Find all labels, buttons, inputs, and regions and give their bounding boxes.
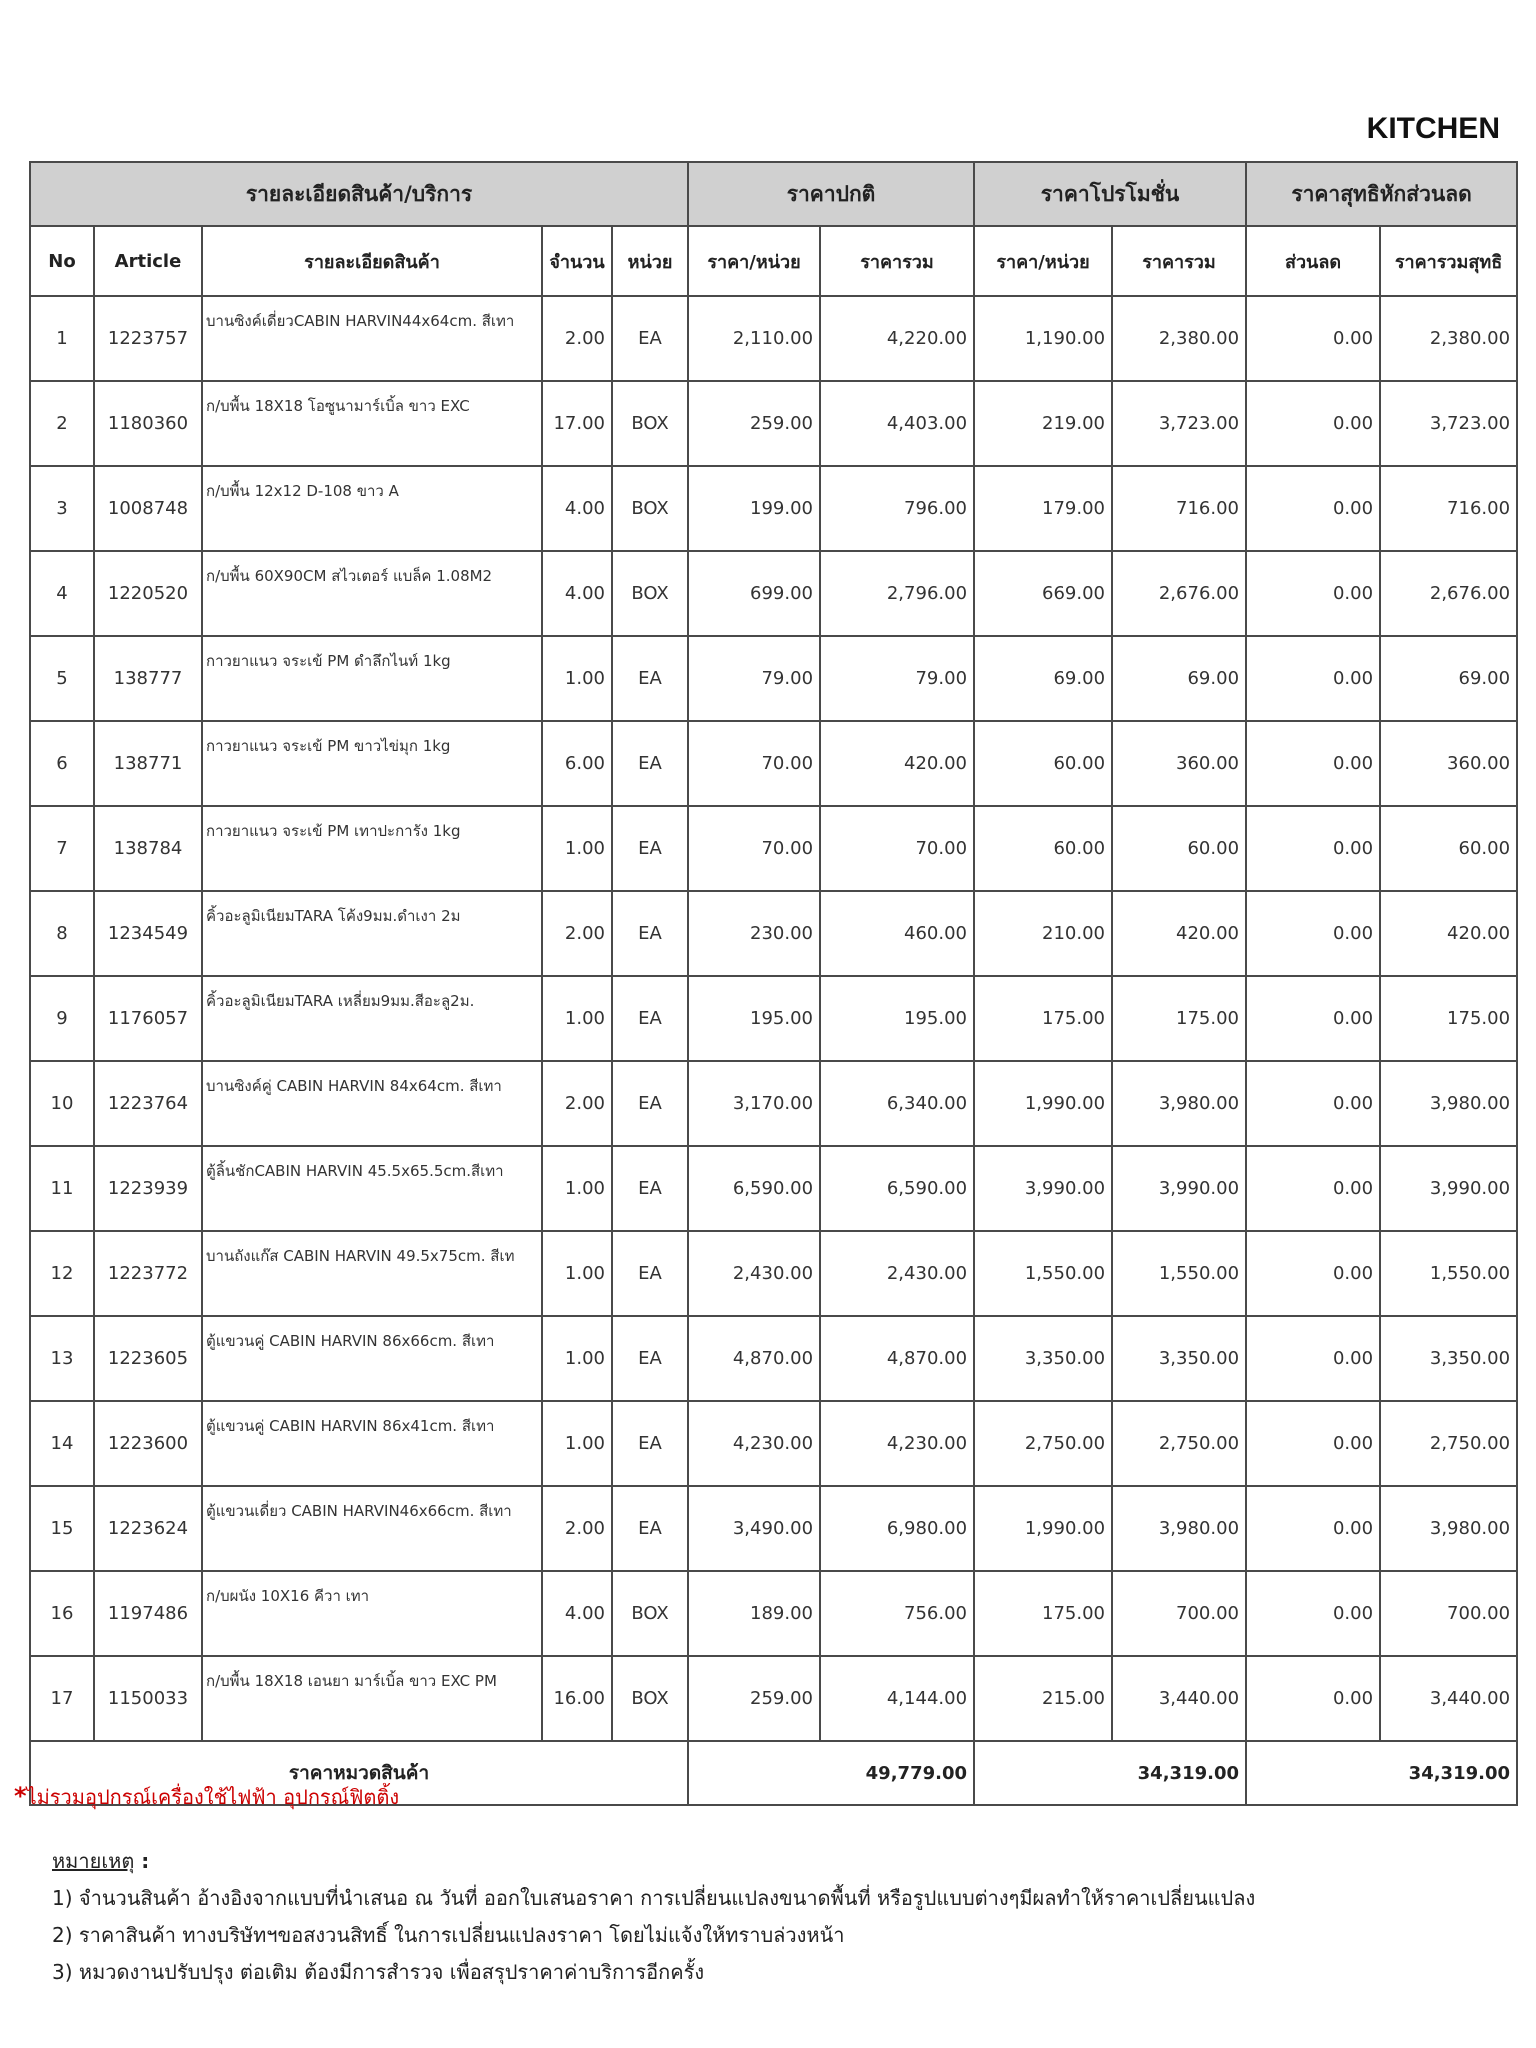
promo-total-price: 60.00 (1112, 806, 1246, 891)
item-description: บานซิงค์คู่ CABIN HARVIN 84x64cm. สีเทา (202, 1061, 542, 1146)
table-row (30, 381, 1517, 466)
notes-heading: หมายเหตุ (52, 1849, 135, 1873)
article-code: 1223772 (94, 1231, 202, 1316)
item-description: ก/บผนัง 10X16 คีวา เทา (202, 1571, 542, 1656)
group-header-promo-price: ราคาโปรโมชั่น (974, 162, 1246, 226)
unit: EA (612, 1486, 688, 1571)
page-title: KITCHEN (1366, 112, 1500, 145)
discount: 0.00 (1246, 891, 1380, 976)
footnote (14, 1781, 399, 1813)
discount: 0.00 (1246, 976, 1380, 1061)
quantity: 2.00 (542, 1486, 612, 1571)
row-number: 3 (30, 466, 94, 551)
net-total-price: 3,350.00 (1380, 1316, 1517, 1401)
net-total-price: 60.00 (1380, 806, 1517, 891)
row-number: 9 (30, 976, 94, 1061)
promo-unit-price: 669.00 (974, 551, 1112, 636)
item-table-body (30, 296, 1517, 1741)
quantity: 1.00 (542, 1231, 612, 1316)
promo-unit-price: 215.00 (974, 1656, 1112, 1741)
promo-total-price: 3,980.00 (1112, 1061, 1246, 1146)
unit-price: 699.00 (688, 551, 820, 636)
item-description: ก/บพื้น 60X90CM สไวเตอร์ แบล็ค 1.08M2 (202, 551, 542, 636)
promo-unit-price: 1,990.00 (974, 1061, 1112, 1146)
table-row (30, 1231, 1517, 1316)
quantity: 2.00 (542, 891, 612, 976)
item-description: กาวยาแนว จระเข้ PM ดำลึกไนท์ 1kg (202, 636, 542, 721)
group-header-row (30, 162, 1517, 226)
quantity: 4.00 (542, 551, 612, 636)
totals-net-price: 34,319.00 (1246, 1741, 1517, 1805)
promo-unit-price: 60.00 (974, 806, 1112, 891)
total-price: 79.00 (820, 636, 974, 721)
column-header-promo-total: ราคารวม (1112, 226, 1246, 296)
row-number: 4 (30, 551, 94, 636)
total-price: 4,220.00 (820, 296, 974, 381)
promo-total-price: 3,980.00 (1112, 1486, 1246, 1571)
unit-price: 4,230.00 (688, 1401, 820, 1486)
table-row (30, 976, 1517, 1061)
row-number: 15 (30, 1486, 94, 1571)
discount: 0.00 (1246, 1486, 1380, 1571)
row-number: 14 (30, 1401, 94, 1486)
unit: EA (612, 976, 688, 1061)
unit: EA (612, 1401, 688, 1486)
net-total-price: 69.00 (1380, 636, 1517, 721)
note-item: 3) หมวดงานปรับปรุง ต่อเติม ต้องมีการสำรวจ เพื่อสรุปราคาค่าบริการอีกครั้ง (52, 1960, 705, 1984)
unit-price: 195.00 (688, 976, 820, 1061)
net-total-price: 360.00 (1380, 721, 1517, 806)
unit-price: 259.00 (688, 1656, 820, 1741)
article-code: 138784 (94, 806, 202, 891)
table-row (30, 1401, 1517, 1486)
promo-total-price: 2,676.00 (1112, 551, 1246, 636)
totals-promo-price: 34,319.00 (974, 1741, 1246, 1805)
column-header-row (30, 226, 1517, 296)
net-total-price: 3,980.00 (1380, 1061, 1517, 1146)
promo-unit-price: 179.00 (974, 466, 1112, 551)
quantity: 2.00 (542, 296, 612, 381)
totals-normal-price: 49,779.00 (688, 1741, 974, 1805)
unit: BOX (612, 381, 688, 466)
total-price: 2,430.00 (820, 1231, 974, 1316)
notes-heading-colon: : (134, 1849, 150, 1873)
discount: 0.00 (1246, 1231, 1380, 1316)
article-code: 1150033 (94, 1656, 202, 1741)
promo-unit-price: 210.00 (974, 891, 1112, 976)
unit-price: 3,490.00 (688, 1486, 820, 1571)
unit-price: 189.00 (688, 1571, 820, 1656)
unit: EA (612, 296, 688, 381)
article-code: 1197486 (94, 1571, 202, 1656)
row-number: 16 (30, 1571, 94, 1656)
row-number: 13 (30, 1316, 94, 1401)
row-number: 11 (30, 1146, 94, 1231)
unit-price: 79.00 (688, 636, 820, 721)
article-code: 138771 (94, 721, 202, 806)
discount: 0.00 (1246, 551, 1380, 636)
unit: EA (612, 721, 688, 806)
discount: 0.00 (1246, 1571, 1380, 1656)
quantity: 1.00 (542, 1146, 612, 1231)
discount: 0.00 (1246, 466, 1380, 551)
total-price: 195.00 (820, 976, 974, 1061)
notes-section (52, 1843, 1255, 1991)
item-description: ก/บพื้น 18X18 เอนยา มาร์เบิ้ล ขาว EXC PM (202, 1656, 542, 1741)
unit-price: 4,870.00 (688, 1316, 820, 1401)
promo-total-price: 69.00 (1112, 636, 1246, 721)
article-code: 1180360 (94, 381, 202, 466)
row-number: 2 (30, 381, 94, 466)
quantity: 1.00 (542, 1316, 612, 1401)
total-price: 6,340.00 (820, 1061, 974, 1146)
column-header-net-total: ราคารวมสุทธิ (1380, 226, 1517, 296)
table-row (30, 721, 1517, 806)
unit: BOX (612, 551, 688, 636)
row-number: 5 (30, 636, 94, 721)
total-price: 4,230.00 (820, 1401, 974, 1486)
promo-total-price: 700.00 (1112, 1571, 1246, 1656)
promo-total-price: 3,990.00 (1112, 1146, 1246, 1231)
note-item: 2) ราคาสินค้า ทางบริษัทฯขอสงวนสิทธิ์ ในการเปลี่ยนแปลงราคา โดยไม่แจ้งให้ทราบล่วงหน้า (52, 1923, 845, 1947)
discount: 0.00 (1246, 636, 1380, 721)
total-price: 4,870.00 (820, 1316, 974, 1401)
promo-total-price: 420.00 (1112, 891, 1246, 976)
promo-total-price: 3,440.00 (1112, 1656, 1246, 1741)
article-code: 1223624 (94, 1486, 202, 1571)
article-code: 138777 (94, 636, 202, 721)
article-code: 1176057 (94, 976, 202, 1061)
total-price: 420.00 (820, 721, 974, 806)
table-row (30, 1571, 1517, 1656)
row-number: 1 (30, 296, 94, 381)
promo-unit-price: 175.00 (974, 1571, 1112, 1656)
quantity: 1.00 (542, 806, 612, 891)
article-code: 1223939 (94, 1146, 202, 1231)
item-description: กาวยาแนว จระเข้ PM เทาปะการัง 1kg (202, 806, 542, 891)
group-header-details: รายละเอียดสินค้า/บริการ (30, 162, 688, 226)
promo-total-price: 175.00 (1112, 976, 1246, 1061)
promo-unit-price: 69.00 (974, 636, 1112, 721)
unit: BOX (612, 1571, 688, 1656)
article-code: 1223757 (94, 296, 202, 381)
total-price: 796.00 (820, 466, 974, 551)
total-price: 70.00 (820, 806, 974, 891)
promo-unit-price: 1,990.00 (974, 1486, 1112, 1571)
table-row (30, 806, 1517, 891)
column-header-unit-price: ราคา/หน่วย (688, 226, 820, 296)
column-header-unit: หน่วย (612, 226, 688, 296)
promo-unit-price: 1,550.00 (974, 1231, 1112, 1316)
table-row (30, 1146, 1517, 1231)
quantity: 4.00 (542, 1571, 612, 1656)
item-description: ตู้แขวนเดี่ยว CABIN HARVIN46x66cm. สีเทา (202, 1486, 542, 1571)
promo-unit-price: 1,190.00 (974, 296, 1112, 381)
group-header-normal-price: ราคาปกติ (688, 162, 974, 226)
promo-total-price: 360.00 (1112, 721, 1246, 806)
row-number: 8 (30, 891, 94, 976)
discount: 0.00 (1246, 381, 1380, 466)
net-total-price: 700.00 (1380, 1571, 1517, 1656)
discount: 0.00 (1246, 1146, 1380, 1231)
net-total-price: 1,550.00 (1380, 1231, 1517, 1316)
column-header-total: ราคารวม (820, 226, 974, 296)
item-description: ตู้ลิ้นชักCABIN HARVIN 45.5x65.5cm.สีเทา (202, 1146, 542, 1231)
promo-total-price: 2,750.00 (1112, 1401, 1246, 1486)
unit-price: 259.00 (688, 381, 820, 466)
promo-unit-price: 2,750.00 (974, 1401, 1112, 1486)
total-price: 4,144.00 (820, 1656, 974, 1741)
unit-price: 2,110.00 (688, 296, 820, 381)
net-total-price: 175.00 (1380, 976, 1517, 1061)
table-row (30, 296, 1517, 381)
row-number: 12 (30, 1231, 94, 1316)
table-row (30, 636, 1517, 721)
column-header-discount: ส่วนลด (1246, 226, 1380, 296)
article-code: 1223764 (94, 1061, 202, 1146)
notes-heading-line (52, 1843, 1255, 1880)
quantity: 1.00 (542, 976, 612, 1061)
promo-total-price: 3,723.00 (1112, 381, 1246, 466)
table-row (30, 1486, 1517, 1571)
article-code: 1223600 (94, 1401, 202, 1486)
item-description: คิ้วอะลูมิเนียมTARA โค้ง9มม.ดำเงา 2ม (202, 891, 542, 976)
unit: EA (612, 1061, 688, 1146)
net-total-price: 2,676.00 (1380, 551, 1517, 636)
quotation-table (29, 161, 1518, 1806)
promo-unit-price: 3,350.00 (974, 1316, 1112, 1401)
net-total-price: 3,723.00 (1380, 381, 1517, 466)
article-code: 1220520 (94, 551, 202, 636)
unit-price: 70.00 (688, 806, 820, 891)
article-code: 1008748 (94, 466, 202, 551)
quantity: 17.00 (542, 381, 612, 466)
promo-total-price: 3,350.00 (1112, 1316, 1246, 1401)
table-row (30, 551, 1517, 636)
item-description: ก/บพื้น 18X18 โอซูนามาร์เบิ้ล ขาว EXC (202, 381, 542, 466)
column-header-description: รายละเอียดสินค้า (202, 226, 542, 296)
promo-unit-price: 60.00 (974, 721, 1112, 806)
unit-price: 2,430.00 (688, 1231, 820, 1316)
discount: 0.00 (1246, 806, 1380, 891)
row-number: 17 (30, 1656, 94, 1741)
net-total-price: 420.00 (1380, 891, 1517, 976)
net-total-price: 3,980.00 (1380, 1486, 1517, 1571)
discount: 0.00 (1246, 296, 1380, 381)
table-row (30, 1316, 1517, 1401)
totals-label: ราคาหมวดสินค้า (30, 1741, 688, 1805)
quantity: 6.00 (542, 721, 612, 806)
promo-unit-price: 3,990.00 (974, 1146, 1112, 1231)
total-price: 756.00 (820, 1571, 974, 1656)
quantity: 2.00 (542, 1061, 612, 1146)
quantity: 1.00 (542, 636, 612, 721)
unit: EA (612, 636, 688, 721)
promo-unit-price: 219.00 (974, 381, 1112, 466)
item-description: คิ้วอะลูมิเนียมTARA เหลี่ยม9มม.สีอะลู2ม. (202, 976, 542, 1061)
footnote-star: * (14, 1782, 27, 1810)
net-total-price: 716.00 (1380, 466, 1517, 551)
table-row (30, 891, 1517, 976)
row-number: 10 (30, 1061, 94, 1146)
promo-total-price: 716.00 (1112, 466, 1246, 551)
unit: EA (612, 1231, 688, 1316)
unit-price: 6,590.00 (688, 1146, 820, 1231)
unit-price: 3,170.00 (688, 1061, 820, 1146)
table-row (30, 1061, 1517, 1146)
quantity: 1.00 (542, 1401, 612, 1486)
unit-price: 230.00 (688, 891, 820, 976)
item-description: ตู้แขวนคู่ CABIN HARVIN 86x41cm. สีเทา (202, 1401, 542, 1486)
discount: 0.00 (1246, 1061, 1380, 1146)
group-header-net-price: ราคาสุทธิหักส่วนลด (1246, 162, 1517, 226)
unit: BOX (612, 1656, 688, 1741)
total-price: 4,403.00 (820, 381, 974, 466)
column-header-qty: จำนวน (542, 226, 612, 296)
row-number: 6 (30, 721, 94, 806)
unit-price: 199.00 (688, 466, 820, 551)
item-description: กาวยาแนว จระเข้ PM ขาวไข่มุก 1kg (202, 721, 542, 806)
unit: EA (612, 891, 688, 976)
unit: EA (612, 1316, 688, 1401)
unit: EA (612, 1146, 688, 1231)
net-total-price: 3,440.00 (1380, 1656, 1517, 1741)
total-price: 6,590.00 (820, 1146, 974, 1231)
item-description: บานถังแก๊ส CABIN HARVIN 49.5x75cm. สีเท (202, 1231, 542, 1316)
footnote-text: ไม่รวมอุปกรณ์เครื่องใช้ไฟฟ้า อุปกรณ์ฟิตติ้ง (26, 1785, 400, 1809)
table-row (30, 1656, 1517, 1741)
article-code: 1234549 (94, 891, 202, 976)
quantity: 16.00 (542, 1656, 612, 1741)
column-header-promo-unit-price: ราคา/หน่วย (974, 226, 1112, 296)
discount: 0.00 (1246, 1656, 1380, 1741)
item-description: บานซิงค์เดี่ยวCABIN HARVIN44x64cm. สีเทา (202, 296, 542, 381)
table-row (30, 466, 1517, 551)
row-number: 7 (30, 806, 94, 891)
net-total-price: 2,380.00 (1380, 296, 1517, 381)
net-total-price: 3,990.00 (1380, 1146, 1517, 1231)
promo-unit-price: 175.00 (974, 976, 1112, 1061)
item-description: ตู้แขวนคู่ CABIN HARVIN 86x66cm. สีเทา (202, 1316, 542, 1401)
column-header-no: No (30, 226, 94, 296)
promo-total-price: 2,380.00 (1112, 296, 1246, 381)
column-header-article: Article (94, 226, 202, 296)
discount: 0.00 (1246, 721, 1380, 806)
total-price: 460.00 (820, 891, 974, 976)
unit-price: 70.00 (688, 721, 820, 806)
total-price: 6,980.00 (820, 1486, 974, 1571)
net-total-price: 2,750.00 (1380, 1401, 1517, 1486)
note-item: 1) จำนวนสินค้า อ้างอิงจากแบบที่นำเสนอ ณ วันที่ ออกใบเสนอราคา การเปลี่ยนแปลงขนาดพื้นที่ หรือรูปแบบต่างๆมีผลทำให้ราคาเปลี่ยนแปลง (52, 1886, 1256, 1910)
unit: EA (612, 806, 688, 891)
item-description: ก/บพื้น 12x12 D-108 ขาว A (202, 466, 542, 551)
unit: BOX (612, 466, 688, 551)
article-code: 1223605 (94, 1316, 202, 1401)
quantity: 4.00 (542, 466, 612, 551)
discount: 0.00 (1246, 1401, 1380, 1486)
total-price: 2,796.00 (820, 551, 974, 636)
promo-total-price: 1,550.00 (1112, 1231, 1246, 1316)
discount: 0.00 (1246, 1316, 1380, 1401)
